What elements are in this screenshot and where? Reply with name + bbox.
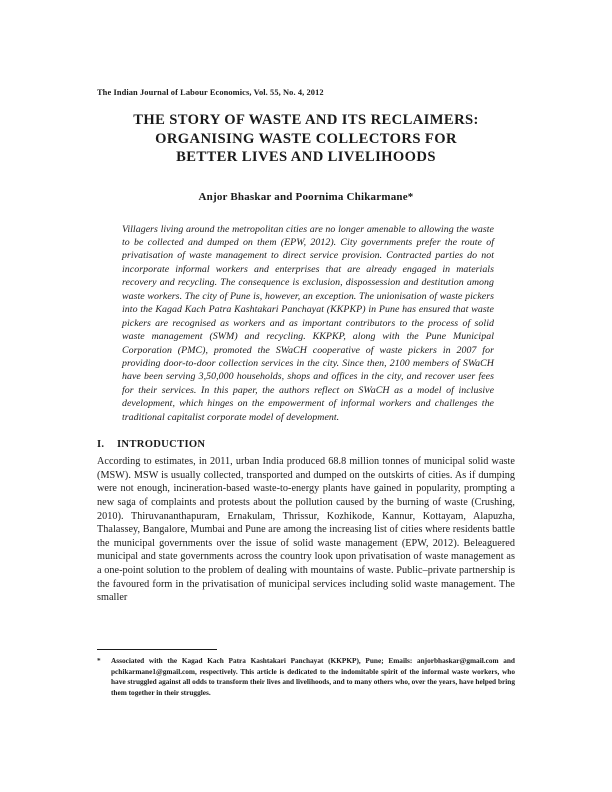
abstract-text: Villagers living around the metropolitan cities are no longer amenable to allowing the waste to be collected and dumped on them (EPW, 2012). City governments prefer the route of privatisation of waste management to direct service provision. Contracted parties do not incorporate informal workers and enterprises that are already engaged in materials recovery and recycling. The consequence is exclusion, dispossession and destitution among waste workers. The city of Pune is, however, an exception. The unionisation of waste pickers into the Kagad Kach Patra Kashtakari Panchayat (KKPKP) in Pune has ensured that waste pickers are recognised as workers and as important contributors to the process of solid waste management (SWM) and recycling. KKPKP, along with the Pune Municipal Corporation (PMC), promoted the SWaCH cooperative of waste pickers in 2007 for providing door-to-door collection services in the city. Since then, 2100 members of SWaCH have been serving 3,50,000 households, shops and offices in the city, and recover user fees for their services. In this paper, the authors reflect on SWaCH as a model of inclusive development, which hinges on the empowerment of informal workers and challenges the traditional capitalist corporate model of development.	[122, 223, 494, 423]
article-title-line-2: ORGANISING WASTE COLLECTORS FOR	[155, 130, 457, 147]
journal-header: The Indian Journal of Labour Economics, Vol. 55, No. 4, 2012	[97, 88, 324, 97]
section-heading	[97, 439, 515, 450]
introduction-paragraph: According to estimates, in 2011, urban India produced 68.8 million tonnes of municipal solid waste (MSW). MSW is usually collected, transported and dumped on the outskirts of cities. As if dumping were not enough, incineration-based waste-to-energy plants have gained in popularity, prompting a new saga of complaints and protests about the pollution caused by the burning of waste (Crushing, 2010). Thiruvananthapuram, Ernakulam, Thrissur, Kozhikode, Kannur, Kottayam, Alapuzha, Thalassey, Bangalore, Mumbai and Pune are among the increasing list of cities where residents battle the municipal governments over the issue of solid waste management (EPW, 2012). Beleaguered municipal and state governments across the country look upon privatisation of waste management as a one-point solution to the problem of dealing with mountains of waste. Public–private partnership is the favoured form in the privatisation of municipal services including solid waste management. The smaller	[97, 456, 515, 604]
footnote	[97, 656, 515, 698]
footnote-marker: *	[97, 656, 101, 665]
section-number: I.	[97, 439, 105, 451]
article-title-line-3: BETTER LIVES AND LIVELIHOODS	[176, 149, 436, 165]
article-title	[97, 111, 515, 167]
section-heading-label: INTRODUCTION	[117, 439, 206, 451]
footnote-separator	[97, 649, 217, 650]
authors-line: Anjor Bhaskar and Poornima Chikarmane*	[198, 190, 414, 203]
footnote-text: Associated with the Kagad Kach Patra Kashtakari Panchayat (KKPKP), Pune; Emails: anjorbhaskar@gmail.com and pchikarmane1@gmail.com, respectively. This article is dedicated to the indomitable spirit of the informal waste workers, who have struggled against all odds to transform their lives and livelihoods, and to many others who, over the years, have helped bring them together in their struggles.	[111, 656, 515, 697]
article-title-line-1: THE STORY OF WASTE AND ITS RECLAIMERS:	[133, 112, 479, 128]
